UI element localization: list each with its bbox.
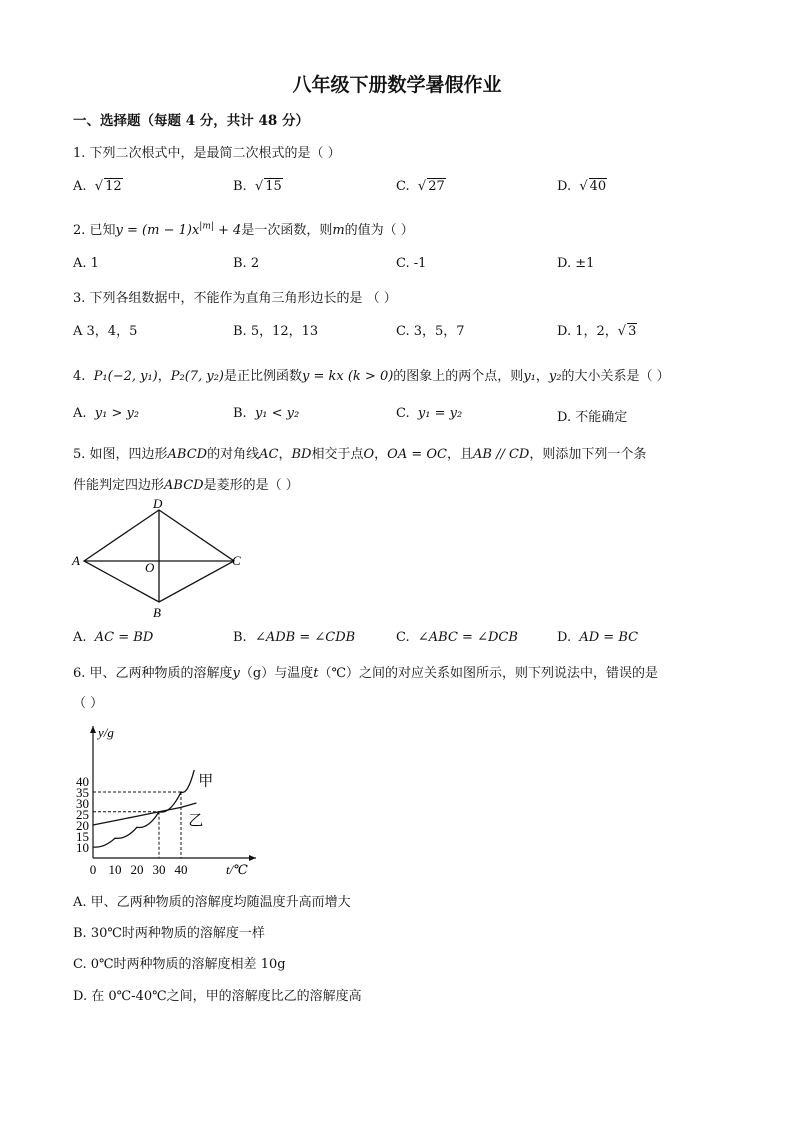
sqrt-icon: √ [575,179,588,194]
question-5-line2: 件能判定四边形ABCD是菱形的是（ ） [73,478,299,493]
option-label: A. [73,179,87,194]
y-tick-label: 40 [76,774,89,789]
q3-option-a[interactable]: A 3，4，5 [73,324,138,339]
radicand: 15 [265,179,282,194]
option-label: B. [233,179,247,194]
q2-option-a[interactable]: A. 1 [73,256,99,271]
q6-option-a[interactable]: A. 甲、乙两种物质的溶解度均随温度升高而增大 [73,895,351,910]
question-2-stem: 2. 已知$y = (m - 1)x^{|m|} + 4$是一次函数，则m的值为（ ） [73,221,414,238]
radicand: 12 [105,179,122,194]
q5-option-b[interactable]: B. ∠ADB = ∠CDB [233,630,356,645]
y-tick-label: 25 [76,807,89,822]
q1-option-b[interactable] [233,178,283,194]
question-6-line1: 6. 甲、乙两种物质的溶解度y（g）与温度t（℃）之间的对应关系如图所示，则下列说法中，错误的是 [73,666,659,681]
series-yi-label: 乙 [188,813,204,829]
y-axis-arrow-icon [90,726,96,733]
y-axis-label: y/g [98,725,114,740]
radicand: 40 [589,179,607,194]
section-heading: 一、选择题（每题 4 分，共计 48 分） [73,113,309,129]
q4-option-a[interactable]: A. y₁ > y₂ [73,406,140,421]
question-3-stem: 3. 下列各组数据中，不能作为直角三角形边长的是 （ ） [73,291,397,306]
question-4-stem: 4. P₁(−2, y₁)，P₂(7, y₂)是正比例函数y = kx (k > 0)的图象上的两个点，则y₁，y₂的大小关系是（ ） [73,369,670,384]
label-b: B [153,605,161,620]
q4-option-d[interactable]: D. 不能确定 [557,410,628,425]
q5-option-d[interactable]: D. AD = BC [557,630,639,645]
series-jia-line [93,770,194,847]
x-tick-label: 20 [130,862,144,877]
sqrt-icon: √ [250,179,264,194]
q2-option-b[interactable]: B. 2 [233,256,260,271]
x-axis-label: t/℃ [226,862,248,877]
x-tick-label: 0 [89,862,97,877]
q5-option-a[interactable]: A. AC = BD [73,630,154,645]
x-axis-arrow-icon [249,855,256,861]
x-tick-label: 10 [108,862,122,877]
y-tick-label: 20 [76,818,89,833]
q1-option-d[interactable] [557,178,607,194]
q4-option-c[interactable]: C. y₁ = y₂ [396,406,463,421]
q3-option-c[interactable]: C. 3，5，7 [396,324,465,339]
label-d: D [153,496,163,511]
y-tick-label: 10 [76,840,89,855]
sqrt-icon: √ [617,324,627,339]
x-tick-label: 40 [174,862,188,877]
page-title: 八年级下册数学暑假作业 [292,74,502,96]
q2-option-c[interactable]: C. -1 [396,256,427,271]
label-o: O [145,560,155,575]
radicand: 3 [628,324,637,339]
x-tick-label: 30 [152,862,166,877]
label-c: C [232,553,241,568]
y-tick-label: 35 [76,785,89,800]
q6-option-b[interactable]: B. 30℃时两种物质的溶解度一样 [73,926,265,941]
q2-option-d[interactable]: D. ±1 [557,256,595,271]
y-tick-label: 30 [76,796,89,811]
q3-option-b[interactable]: B. 5，12，13 [233,324,319,339]
rhombus-figure [66,496,256,621]
option-label: D. [557,179,572,194]
option-label: C. [396,179,410,194]
question-5-line1: 5. 如图，四边形ABCD的对角线AC，BD相交于点O，OA = OC，且AB // CD，则添加下列一个条 [73,447,647,462]
sqrt-icon: √ [90,179,104,194]
sqrt-icon: √ [413,179,427,194]
question-6-line2: （ ） [73,696,104,711]
radicand: 27 [428,179,445,194]
q1-option-a[interactable] [73,178,123,194]
series-jia-label: 甲 [198,773,214,790]
q3-option-d[interactable]: D. 1，2，√ 3 [557,324,637,339]
label-a: A [72,553,80,568]
question-1-stem: 1. 下列二次根式中，是最简二次根式的是（ ） [73,146,341,161]
y-tick-label: 15 [76,829,89,844]
q6-option-d[interactable]: D. 在 0℃-40℃之间，甲的溶解度比乙的溶解度高 [73,989,362,1004]
q1-option-c[interactable] [396,178,446,194]
q4-option-b[interactable]: B. y₁ < y₂ [233,406,300,421]
q6-option-c[interactable]: C. 0℃时两种物质的溶解度相差 10g [73,957,286,972]
solubility-chart [66,718,266,878]
q5-option-c[interactable]: C. ∠ABC = ∠DCB [396,630,518,645]
